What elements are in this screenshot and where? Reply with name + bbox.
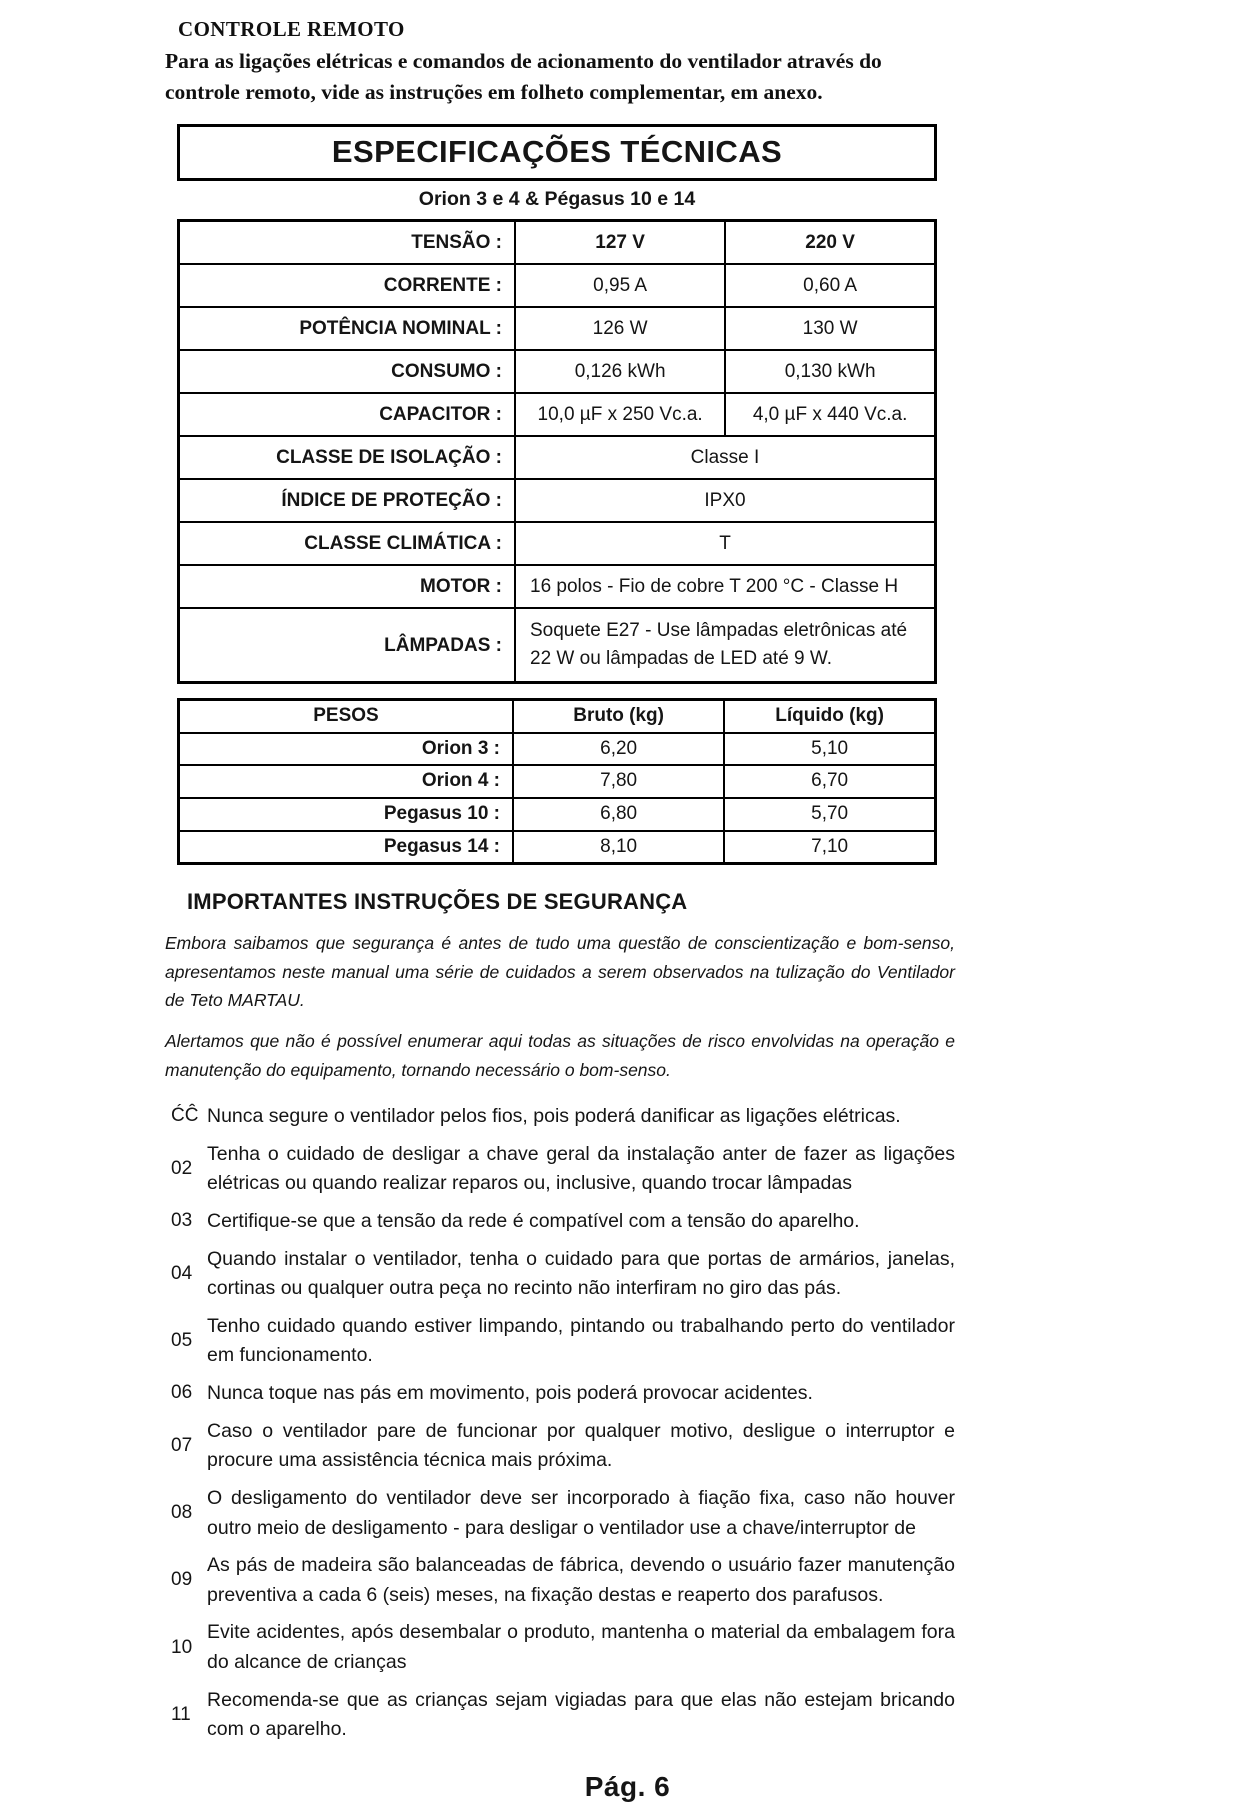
- weights-model-label: Orion 4 :: [179, 765, 514, 798]
- lamps-line-2: 22 W ou lâmpadas de LED até 9 W.: [530, 648, 833, 670]
- weights-header-cell: PESOS: [179, 699, 514, 732]
- remote-control-section: [165, 16, 1090, 107]
- safety-item-number: 03: [171, 1209, 193, 1231]
- weights-model-label: Pegasus 14 :: [179, 831, 514, 864]
- safety-item-text: Tenha o cuidado de desligar a chave geral da instalação anter de fazer as ligações elétricas ou quando realizar reparos ou, inclusive, quando trocar lâmpadas: [207, 1142, 955, 1195]
- lamps-line-1: Soquete E27 - Use lâmpadas eletrônicas até: [530, 620, 908, 642]
- safety-item-text: Quando instalar o ventilador, tenha o cuidado para que portas de armários, janelas, cortinas ou qualquer outra peça no recinto não interfiram no giro das pás.: [207, 1247, 955, 1300]
- spec-row-value-220v: 0,130 kWh: [725, 350, 935, 393]
- weights-table: [177, 698, 937, 865]
- weights-gross-value: 8,10: [513, 831, 724, 864]
- safety-item-number: 04: [171, 1262, 193, 1284]
- safety-item-text: Nunca toque nas pás em movimento, pois poderá provocar acidentes.: [207, 1382, 813, 1405]
- safety-item-text: As pás de madeira são balanceadas de fábrica, devendo o usuário fazer manutenção preventiva a cada 6 (seis) meses, na fixação destas e reaperto dos parafusos.: [207, 1554, 955, 1606]
- spec-row-value-127v: 0,126 kWh: [515, 350, 725, 393]
- safety-item-number: 08: [171, 1502, 193, 1524]
- safety-item-number: 06: [171, 1382, 193, 1404]
- spec-row-value-127v: 126 W: [515, 307, 725, 350]
- spec-row-value: IPX0: [515, 479, 936, 522]
- spec-row-value-127v: 10,0 µF x 250 Vc.a.: [515, 393, 725, 436]
- weights-row: [179, 798, 936, 831]
- spec-row: [179, 522, 936, 565]
- weights-net-value: 7,10: [724, 831, 935, 864]
- spec-row-value-lamps: [515, 608, 936, 682]
- safety-item-number: 11: [171, 1703, 191, 1725]
- weights-net-value: 6,70: [724, 765, 935, 798]
- spec-row-label: CLASSE DE ISOLAÇÃO :: [179, 436, 516, 479]
- spec-row-label: CONSUMO :: [179, 350, 516, 393]
- spec-row-label: POTÊNCIA NOMINAL :: [179, 307, 516, 350]
- safety-intro-paragraph: Embora saibamos que segurança é antes de tudo uma questão de conscientização e bom-senso, apresentamos neste manual uma série de cuidados a serem observados na tulização do Ventilador de Teto MARTAU.: [165, 933, 955, 1011]
- safety-item-number: 05: [171, 1330, 193, 1352]
- spec-row-label: CAPACITOR :: [179, 393, 516, 436]
- weights-block: [177, 698, 937, 865]
- safety-item-text: Caso o ventilador pare de funcionar por qualquer motivo, desligue o interruptor e procure uma assistência técnica mais próxima.: [207, 1419, 955, 1472]
- weights-gross-value: 6,20: [513, 733, 724, 766]
- spec-row: [179, 479, 936, 522]
- spec-row: [179, 220, 936, 264]
- safety-list-item: [165, 1618, 955, 1677]
- safety-item-text: Recomenda-se que as crianças sejam vigiadas para que elas não estejam bricando com o aparelho.: [207, 1688, 955, 1741]
- safety-list-item: [165, 1245, 955, 1304]
- safety-item-number: 02: [171, 1157, 193, 1179]
- spec-row: [179, 565, 936, 608]
- spec-row-value-220v: 130 W: [725, 307, 935, 350]
- spec-row-lamps: [179, 608, 936, 682]
- weights-header-row: [179, 699, 936, 732]
- section-paragraph-controle-remoto: Para as ligações elétricas e comandos de acionamento do ventilador através do controle remoto, vide as instruções em folheto complementar, em anexo.: [165, 49, 882, 104]
- weights-model-label: Orion 3 :: [179, 733, 514, 766]
- safety-item-number: ĆĈ: [171, 1105, 199, 1127]
- spec-row-value: 16 polos - Fio de cobre T 200 °C - Classe H: [515, 565, 936, 608]
- safety-item-text: Nunca segure o ventilador pelos fios, pois poderá danificar as ligações elétricas.: [207, 1105, 901, 1128]
- spec-row-value-220v: 220 V: [725, 220, 935, 264]
- spec-title: ESPECIFICAÇÕES TÉCNICAS: [331, 134, 783, 170]
- weights-row: [179, 831, 936, 864]
- spec-row: [179, 350, 936, 393]
- safety-list-item: [165, 1312, 955, 1371]
- safety-heading: IMPORTANTES INSTRUÇÕES DE SEGURANÇA: [187, 889, 688, 915]
- weights-gross-value: 6,80: [513, 798, 724, 831]
- spec-row: [179, 307, 936, 350]
- safety-list-item: [165, 1379, 955, 1409]
- weights-header-cell: Bruto (kg): [513, 699, 724, 732]
- weights-row: [179, 765, 936, 798]
- spec-row-label: CLASSE CLIMÁTICA :: [179, 522, 516, 565]
- safety-intro-block: [165, 929, 1090, 1084]
- spec-row: [179, 264, 936, 307]
- spec-row: [179, 393, 936, 436]
- weights-net-value: 5,10: [724, 733, 935, 766]
- weights-gross-value: 7,80: [513, 765, 724, 798]
- safety-list-item: [165, 1417, 955, 1476]
- spec-subtitle: Orion 3 e 4 & Pégasus 10 e 14: [418, 188, 696, 211]
- spec-row-label: MOTOR :: [179, 565, 516, 608]
- spec-row-value-220v: 4,0 µF x 440 Vc.a.: [725, 393, 935, 436]
- safety-item-number: 09: [171, 1569, 193, 1591]
- safety-item-number: 07: [171, 1434, 193, 1456]
- safety-list-item: [165, 1140, 955, 1199]
- spec-row-label: CORRENTE :: [179, 264, 516, 307]
- technical-specifications-block: [177, 124, 937, 684]
- safety-list-item: [165, 1551, 955, 1610]
- specifications-table: [177, 219, 937, 684]
- spec-row-label: ÍNDICE DE PROTEÇÃO :: [179, 479, 516, 522]
- safety-list-item: [165, 1484, 955, 1543]
- weights-model-label: Pegasus 10 :: [179, 798, 514, 831]
- spec-row-label: LÂMPADAS :: [179, 608, 516, 682]
- spec-row-value: T: [515, 522, 936, 565]
- safety-item-text: Tenho cuidado quando estiver limpando, pintando ou trabalhando perto do ventilador em funcionamento.: [207, 1314, 955, 1367]
- safety-list-item: [165, 1686, 955, 1745]
- page-footer: Pág. 6: [584, 1770, 671, 1802]
- safety-intro-paragraph: Alertamos que não é possível enumerar aqui todas as situações de risco envolvidas na operação e manutenção do equipamento, tornando necessário o bom-senso.: [165, 1031, 955, 1080]
- weights-net-value: 5,70: [724, 798, 935, 831]
- safety-item-text: Certifique-se que a tensão da rede é compatível com a tensão do aparelho.: [207, 1209, 860, 1232]
- spec-row-value-127v: 0,95 A: [515, 264, 725, 307]
- spec-row-value-127v: 127 V: [515, 220, 725, 264]
- safety-list-item: [165, 1102, 955, 1132]
- spec-title-box: [177, 124, 937, 181]
- weights-header-cell: Líquido (kg): [724, 699, 935, 732]
- safety-list-item: [165, 1207, 955, 1237]
- safety-item-text: O desligamento do ventilador deve ser incorporado à fiação fixa, caso não houver outro meio de desligamento - para desligar o ventilador use a chave/interruptor de: [207, 1486, 955, 1539]
- weights-row: [179, 733, 936, 766]
- spec-row-value-220v: 0,60 A: [725, 264, 935, 307]
- spec-row: [179, 436, 936, 479]
- safety-instruction-list: [165, 1102, 955, 1745]
- safety-item-text: Evite acidentes, após desembalar o produto, mantenha o material da embalagem fora do alcance de crianças: [207, 1621, 955, 1674]
- safety-item-number: 10: [171, 1636, 193, 1658]
- spec-row-value: Classe I: [515, 436, 936, 479]
- spec-row-label: TENSÃO :: [179, 220, 516, 264]
- section-title-controle-remoto: CONTROLE REMOTO: [178, 17, 405, 41]
